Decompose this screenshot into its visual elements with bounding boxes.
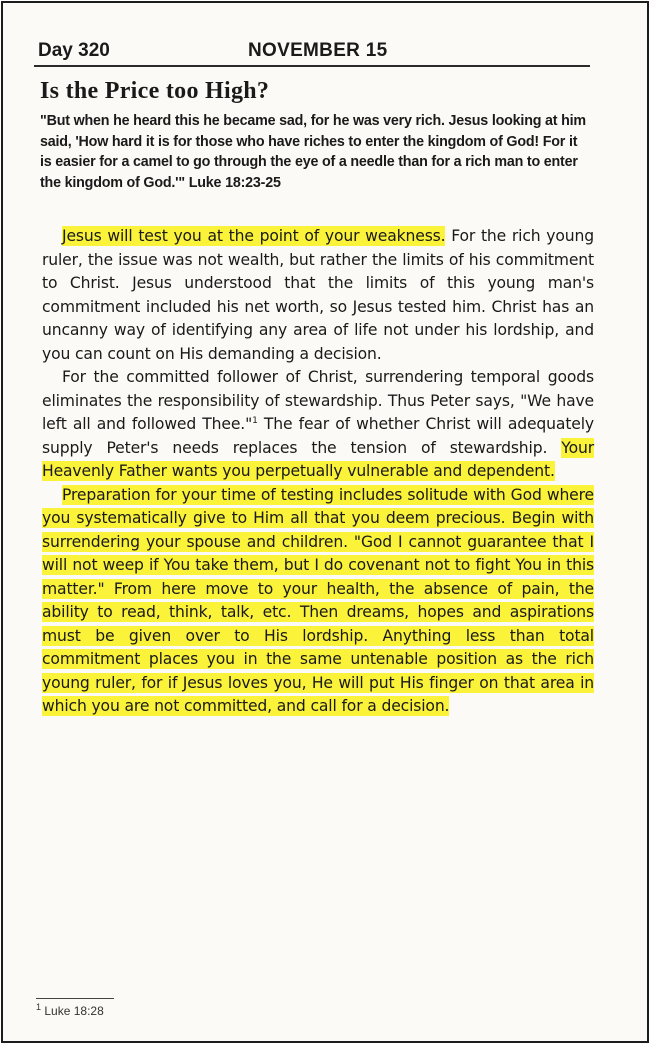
body-text — [42, 225, 594, 719]
paragraph-text: For the rich young ruler, the issue was not wealth, but rather the limits of his commitment to Christ. Jesus understood that the limits of this young man's commitment included his net worth, so Jesus tested him. Christ has an uncanny way of identifying any area of life not under his lordship, and you can count on His demanding a decision. — [42, 227, 594, 363]
date-label: NOVEMBER 15 — [248, 40, 388, 61]
paragraph-3 — [42, 484, 594, 719]
page-title: Is the Price too High? — [40, 78, 270, 104]
footnote-text: Luke 18:28 — [44, 1004, 104, 1018]
footnote-number: 1 — [36, 1002, 42, 1012]
day-number: Day 320 — [38, 40, 110, 61]
highlighted-text: Preparation for your time of testing includes solitude with God where you systematically give to Him all that you deem precious. Begin with surrendering your spouse and children. "God I cannot guarantee that I will not weep if You take them, but I do covenant not to fight You in this matter." From here move to your health, the absence of pain, the ability to read, think, talk, etc. Then dreams, hopes and aspirations must be given over to His lordship. Anything less than total commitment places you in the same untenable position as the rich young ruler, for if Jesus loves you, He will put His finger on that area in which you are not committed, and call for a decision. — [42, 485, 594, 715]
devotional-page — [34, 38, 594, 719]
footnote — [36, 1004, 104, 1018]
page-header — [34, 38, 590, 67]
highlighted-text: Jesus will test you at the point of your weakness. — [62, 227, 446, 245]
scripture-quote: "But when he heard this he became sad, for he was very rich. Jesus looking at him said, 'How hard it is for those who have riches to enter the kingdom of God! For it is easier for a camel to go through the eye of a needle than for a rich man to enter the kingdom of God.'" Luke 18:23-25 — [40, 113, 586, 191]
paragraph-text: The fear of whether Christ will adequately supply Peter's needs replaces the tension of stewardship. — [42, 415, 594, 457]
footnote-mark: 1 — [252, 415, 258, 426]
paragraph-2 — [42, 366, 594, 484]
paragraph-text: For the committed follower of Christ, surrendering temporal goods eliminates the responsibility of stewardship. Thus Peter says, "We have left all and followed Thee." — [42, 368, 594, 433]
paragraph-1 — [42, 225, 594, 366]
highlighted-text: Your Heavenly Father wants you perpetually vulnerable and dependent. — [42, 438, 594, 480]
footnote-divider — [36, 998, 114, 999]
